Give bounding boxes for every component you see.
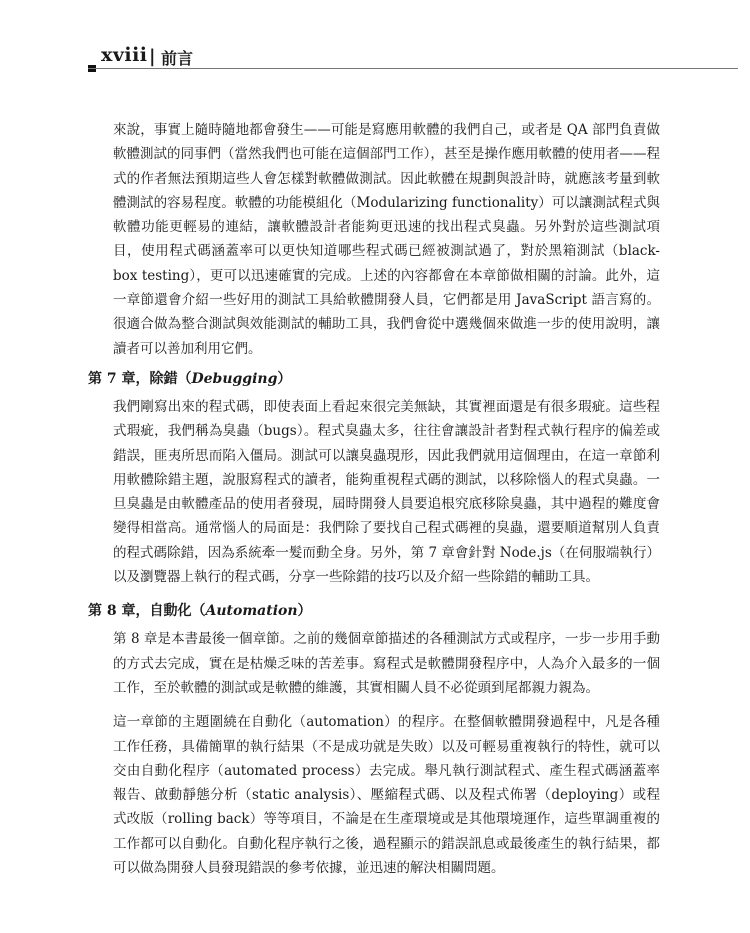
- header-separator: |: [149, 46, 156, 67]
- chapter-7-heading: [88, 367, 660, 391]
- chapter-8-body-2: 這一章節的主題圍繞在自動化（automation）的程序。在整個軟體開發過程中，凡是各種工作任務，具備簡單的執行結果（不是成功就是失敗）以及可輕易重複執行的特性，就可以交由自動化程序（automated process）去完成。舉凡執行測試程式、產生程式碼涵蓋率報告、啟動靜態分析（static analysis）、壓縮程式碼、以及程式佈署（deploying）或程式改版（rolling back）等等項目，不論是在生產環境或是其他環境運作，這些單調重複的工作都可以自動化。自動化程序執行之後，過程顯示的錯誤訊息或最後產生的執行結果，都可以做為開發人員發現錯誤的參考依據，並迅速的解決相關問題。: [113, 714, 660, 877]
- intro-paragraph: 來說，事實上隨時隨地都會發生——可能是寫應用軟體的我們自己，或者是 QA 部門負責做軟體測試的同事們（當然我們也可能在這個部門工作），甚至是操作應用軟體的使用者——程式的作者無法預期這些人會怎樣對軟體做測試。因此軟體在規劃與設計時，就應該考量到軟體測試的容易程度。軟體的功能模組化（Modularizing functionality）可以讓測試程式與軟體功能更輕易的連結，讓軟體設計者能夠更迅速的找出程式臭蟲。另外對於這些測試項目，使用程式碼涵蓋率可以更快知道哪些程式碼已經被測試過了，對於黑箱測試（black-box testing），更可以迅速確實的完成。上述的內容都會在本章節做相關的討論。此外，這一章節還會介紹一些好用的測試工具給軟體開發人員，它們都是用 JavaScript 語言寫的。很適合做為整合測試與效能測試的輔助工具，我們會從中選幾個來做進一步的使用說明，讓讀者可以善加利用它們。: [113, 122, 660, 357]
- chapter-8-heading-suffix: ）: [297, 603, 312, 620]
- running-header: [88, 44, 738, 74]
- page-number: xviii: [101, 44, 148, 66]
- chapter-8-heading-en: Automation: [205, 603, 298, 620]
- section-title: 前言: [161, 49, 194, 68]
- chapter-8-heading: [88, 599, 660, 623]
- chapter-8-heading-prefix: 第 8 章，自動化（: [88, 603, 206, 620]
- chapter-7-heading-suffix: ）: [277, 370, 292, 387]
- chapter-7-body: 我們剛寫出來的程式碼，即使表面上看起來很完美無缺，其實裡面還是有很多瑕疵。這些程式瑕疵，我們稱為臭蟲（bugs）。程式臭蟲太多，往往會讓設計者對程式執行程序的偏差或錯誤，匪夷所思而陷入僵局。測試可以讓臭蟲現形，因此我們就用這個理由，在這一章節利用軟體除錯主題，說服寫程式的讀者，能夠重視程式碼的測試，以移除惱人的程式臭蟲。一旦臭蟲是由軟體產品的使用者發現，屆時開發人員要追根究底移除臭蟲，其中過程的難度會變得相當高。通常惱人的局面是：我們除了要找自己程式碼裡的臭蟲，還要順道幫別人負責的程式碼除錯，因為系統牽一髮而動全身。另外，第 7 章會針對 Node.js（在伺服端執行）以及瀏覽器上執行的程式碼，分享一些除錯的技巧以及介紹一些除錯的輔助工具。: [113, 398, 660, 586]
- chapter-7-heading-prefix: 第 7 章，除錯（: [88, 370, 192, 387]
- chapter-7-heading-en: Debugging: [191, 370, 278, 387]
- chapter-8-body-1: 第 8 章是本書最後一個章節。之前的幾個章節描述的各種測試方式或程序，一步一步用手動的方式去完成，實在是枯燥乏味的苦差事。寫程式是軟體開發程序中，人為介入最多的一個工作，至於軟體的測試或是軟體的維護，其實相關人員不必從頭到尾都親力親為。: [113, 631, 660, 696]
- page-body: [88, 118, 660, 880]
